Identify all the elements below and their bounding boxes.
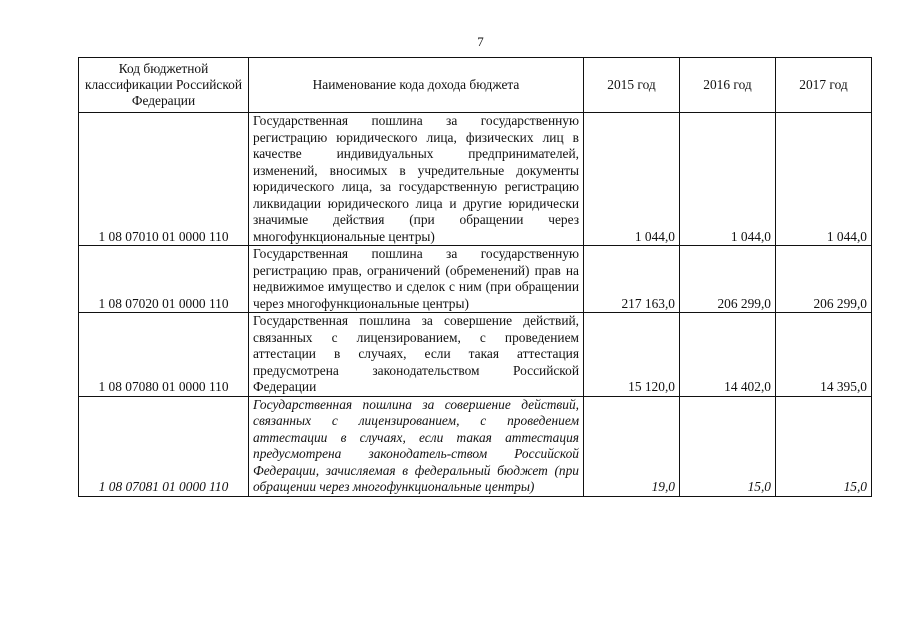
row-code: 1 08 07010 01 0000 110 xyxy=(79,113,249,246)
row-value-2016: 15,0 xyxy=(680,396,776,496)
table-row xyxy=(79,246,872,313)
row-code: 1 08 07081 01 0000 110 xyxy=(79,396,249,496)
header-revenue-name: Наименование кода дохода бюджета xyxy=(249,58,584,113)
row-value-2016: 1 044,0 xyxy=(680,113,776,246)
row-value-2015: 1 044,0 xyxy=(584,113,680,246)
row-name: Государственная пошлина за совершение действий, связанных с лицензированием, с проведением аттестации в случаях, если такая аттестация предусмотрена законодательством Российской Федерации xyxy=(249,313,584,397)
header-year-2015: 2015 год xyxy=(584,58,680,113)
header-year-2017: 2017 год xyxy=(776,58,872,113)
row-name: Государственная пошлина за совершение действий, связанных с лицензированием, с проведением аттестации в случаях, если такая аттестация предусмотрена законодатель-ством Российской Федерации, зачисляемая в федеральный бюджет (при обращении через многофункциональные центры) xyxy=(249,396,584,496)
row-value-2015: 217 163,0 xyxy=(584,246,680,313)
row-value-2015: 15 120,0 xyxy=(584,313,680,397)
row-value-2017: 206 299,0 xyxy=(776,246,872,313)
row-code: 1 08 07080 01 0000 110 xyxy=(79,313,249,397)
row-value-2017: 14 395,0 xyxy=(776,313,872,397)
page-number: 7 xyxy=(477,34,484,49)
table-row xyxy=(79,313,872,397)
table-header-row xyxy=(79,58,872,113)
header-budget-code: Код бюджетной классификации Российской Федерации xyxy=(79,58,249,113)
row-name: Государственная пошлина за государственную регистрацию прав, ограничений (обременений) прав на недвижимое имущество и сделок с ним (при обращении через многофункциональные центры) xyxy=(249,246,584,313)
header-year-2016: 2016 год xyxy=(680,58,776,113)
table-row xyxy=(79,396,872,496)
row-value-2017: 1 044,0 xyxy=(776,113,872,246)
row-value-2016: 14 402,0 xyxy=(680,313,776,397)
budget-revenue-table xyxy=(78,57,872,497)
row-code: 1 08 07020 01 0000 110 xyxy=(79,246,249,313)
table-row xyxy=(79,113,872,246)
row-value-2017: 15,0 xyxy=(776,396,872,496)
row-value-2016: 206 299,0 xyxy=(680,246,776,313)
row-value-2015: 19,0 xyxy=(584,396,680,496)
row-name: Государственная пошлина за государственную регистрацию юридического лица, физических лиц в качестве индивидуальных предпринимателей, изменений, вносимых в учредительные документы юридического лица, за государственную регистрацию ликвидации юридического лица и другие юридически значимые действия (при обращении через многофункциональные центры) xyxy=(249,113,584,246)
